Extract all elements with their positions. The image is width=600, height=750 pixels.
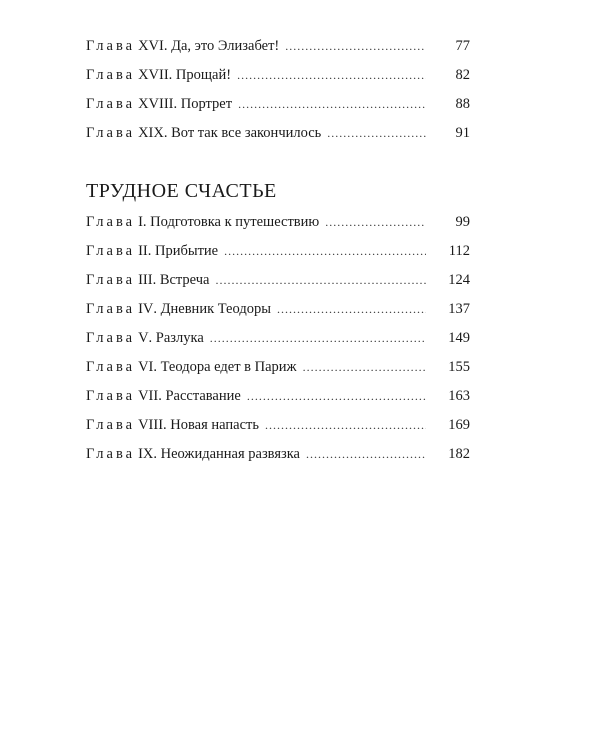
toc-entry: Глава XVIII . Портрет ..... 88 — [86, 96, 470, 118]
toc-entry: Глава XVII . Прощай! ..... 82 — [86, 67, 470, 89]
chapter-word: Глава — [86, 243, 136, 259]
page-number: 155 — [448, 359, 470, 375]
dot-leader — [238, 97, 426, 112]
chapter-numeral: XVII — [138, 67, 169, 83]
dot-leader — [247, 389, 426, 404]
toc-entry: Глава II . Прибытие ..... 112 — [86, 243, 470, 265]
page-number: 137 — [448, 301, 470, 317]
dot-leader — [210, 331, 426, 346]
chapter-title: Прибытие — [154, 243, 219, 259]
chapter-word: Глава — [86, 388, 136, 404]
chapter-numeral: V — [138, 330, 149, 346]
chapter-title: Да, это Элизабет! — [171, 38, 280, 54]
page-number: 82 — [455, 67, 470, 83]
chapter-numeral: I — [138, 214, 143, 230]
dot-leader — [325, 215, 426, 230]
page-number: 149 — [448, 330, 470, 346]
chapter-word: Глава — [86, 38, 136, 54]
toc-entry: Глава I . Подготовка к путешествию ..... 99 — [86, 214, 470, 236]
chapter-title: Расставание — [165, 388, 241, 404]
chapter-numeral: IV — [138, 301, 154, 317]
chapter-numeral: VI — [138, 359, 154, 375]
toc-entry: Глава V . Разлука ..... 149 — [86, 330, 470, 352]
dot-leader — [285, 39, 426, 54]
toc-entry: Глава VIII . Новая напасть ..... 169 — [86, 417, 470, 439]
dot-leader — [265, 418, 426, 433]
section-heading: ТРУДНОЕ СЧАСТЬЕ — [86, 180, 277, 202]
toc-entry: Глава VII . Расставание ..... 163 — [86, 388, 470, 410]
chapter-word: Глава — [86, 301, 136, 317]
chapter-word: Глава — [86, 359, 136, 375]
chapter-title: Встреча — [159, 272, 210, 288]
chapter-numeral: VIII — [138, 417, 164, 433]
toc-entry: Глава XIX . Вот так все закончилось ..... 91 — [86, 125, 470, 147]
page-number: 88 — [455, 96, 470, 112]
toc-entry: Глава III . Встреча ..... 124 — [86, 272, 470, 294]
chapter-numeral: VII — [138, 388, 159, 404]
toc-entry: Глава IV . Дневник Теодоры ..... 137 — [86, 301, 470, 323]
page-number: 77 — [455, 38, 470, 54]
page-number: 112 — [448, 243, 470, 259]
chapter-word: Глава — [86, 67, 136, 83]
chapter-numeral: III — [138, 272, 153, 288]
chapter-word: Глава — [86, 330, 136, 346]
page-number: 169 — [448, 417, 470, 433]
toc-entry: Глава IX . Неожиданная развязка ..... 182 — [86, 446, 470, 468]
chapter-title: Подготовка к путешествию — [150, 214, 320, 230]
dot-leader — [306, 447, 426, 462]
page-number: 124 — [448, 272, 470, 288]
chapter-title: Вот так все закончилось — [171, 125, 322, 141]
chapter-title: Прощай! — [175, 67, 232, 83]
dot-leader — [216, 273, 427, 288]
chapter-numeral: XVIII — [138, 96, 174, 112]
chapter-word: Глава — [86, 125, 136, 141]
page-number: 163 — [448, 388, 470, 404]
chapter-word: Глава — [86, 96, 136, 112]
page-number: 182 — [448, 446, 470, 462]
toc-entry: Глава XVI . Да, это Элизабет! ..... 77 — [86, 38, 470, 60]
dot-leader — [237, 68, 426, 83]
chapter-title: Неожиданная развязка — [160, 446, 300, 462]
chapter-title: Разлука — [155, 330, 204, 346]
chapter-word: Глава — [86, 446, 136, 462]
chapter-title: Новая напасть — [170, 417, 259, 433]
chapter-word: Глава — [86, 417, 136, 433]
chapter-numeral: II — [138, 243, 148, 259]
chapter-numeral: XVI — [138, 38, 164, 54]
dot-leader — [224, 244, 426, 259]
chapter-numeral: XIX — [138, 125, 164, 141]
page-number: 99 — [455, 214, 470, 230]
chapter-title: Теодора едет в Париж — [160, 359, 297, 375]
page-number: 91 — [455, 125, 470, 141]
dot-leader — [303, 360, 426, 375]
chapter-title: Портрет — [180, 96, 233, 112]
chapter-numeral: IX — [138, 446, 154, 462]
dot-leader — [277, 302, 426, 317]
chapter-title: Дневник Теодоры — [160, 301, 271, 317]
toc-entry: Глава VI . Теодора едет в Париж ..... 155 — [86, 359, 470, 381]
chapter-word: Глава — [86, 214, 136, 230]
chapter-word: Глава — [86, 272, 136, 288]
dot-leader — [327, 126, 426, 141]
